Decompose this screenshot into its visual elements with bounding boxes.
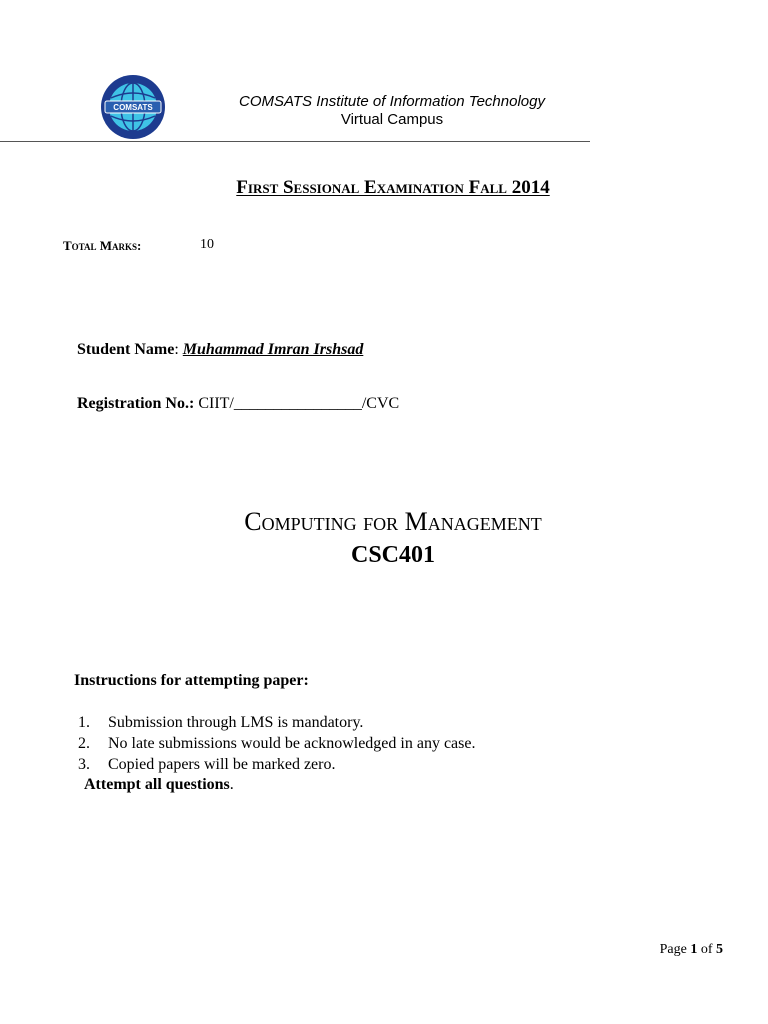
student-name-field <box>77 341 363 359</box>
instruction-item <box>78 733 475 754</box>
attempt-all-text: Attempt all questions <box>84 776 230 793</box>
page-current: 1 <box>690 942 698 957</box>
instruction-number: 2. <box>78 735 90 752</box>
page-prefix: Page <box>659 942 691 957</box>
student-name-label: Student Name <box>77 341 175 358</box>
student-name-separator: : <box>174 341 183 358</box>
instruction-text: Submission through LMS is mandatory. <box>108 714 364 731</box>
registration-field <box>77 395 399 413</box>
attempt-all-note <box>84 776 234 794</box>
instruction-text: Copied papers will be marked zero. <box>108 756 336 773</box>
student-name-value: Muhammad Imran Irshsad <box>182 341 364 358</box>
page-of: of <box>697 942 716 957</box>
total-marks-value: 10 <box>200 237 214 252</box>
instruction-number: 1. <box>78 714 90 731</box>
instruction-list <box>78 712 475 775</box>
header-divider <box>0 141 590 142</box>
instruction-item <box>78 712 475 733</box>
exam-title: First Sessional Examination Fall 2014 <box>236 177 550 198</box>
comsats-logo <box>100 74 166 140</box>
instruction-item <box>78 754 475 775</box>
course-code: CSC401 <box>350 542 435 568</box>
registration-label: Registration No.: <box>77 395 195 412</box>
page-total: 5 <box>716 942 723 957</box>
instructions-heading: Instructions for attempting paper: <box>74 672 309 689</box>
total-marks-label: Total Marks: <box>63 238 142 253</box>
page-number <box>660 942 723 958</box>
institution-name: COMSATS Institute of Information Technology <box>239 93 545 110</box>
instruction-number: 3. <box>78 756 90 773</box>
instruction-text: No late submissions would be acknowledged in any case. <box>108 735 476 752</box>
campus-name: Virtual Campus <box>340 111 444 128</box>
attempt-all-period: . <box>229 776 234 793</box>
logo-wordmark: COMSATS <box>113 103 153 112</box>
registration-value: CIIT/________________/CVC <box>194 395 400 412</box>
course-name: Computing for Management <box>244 507 542 536</box>
